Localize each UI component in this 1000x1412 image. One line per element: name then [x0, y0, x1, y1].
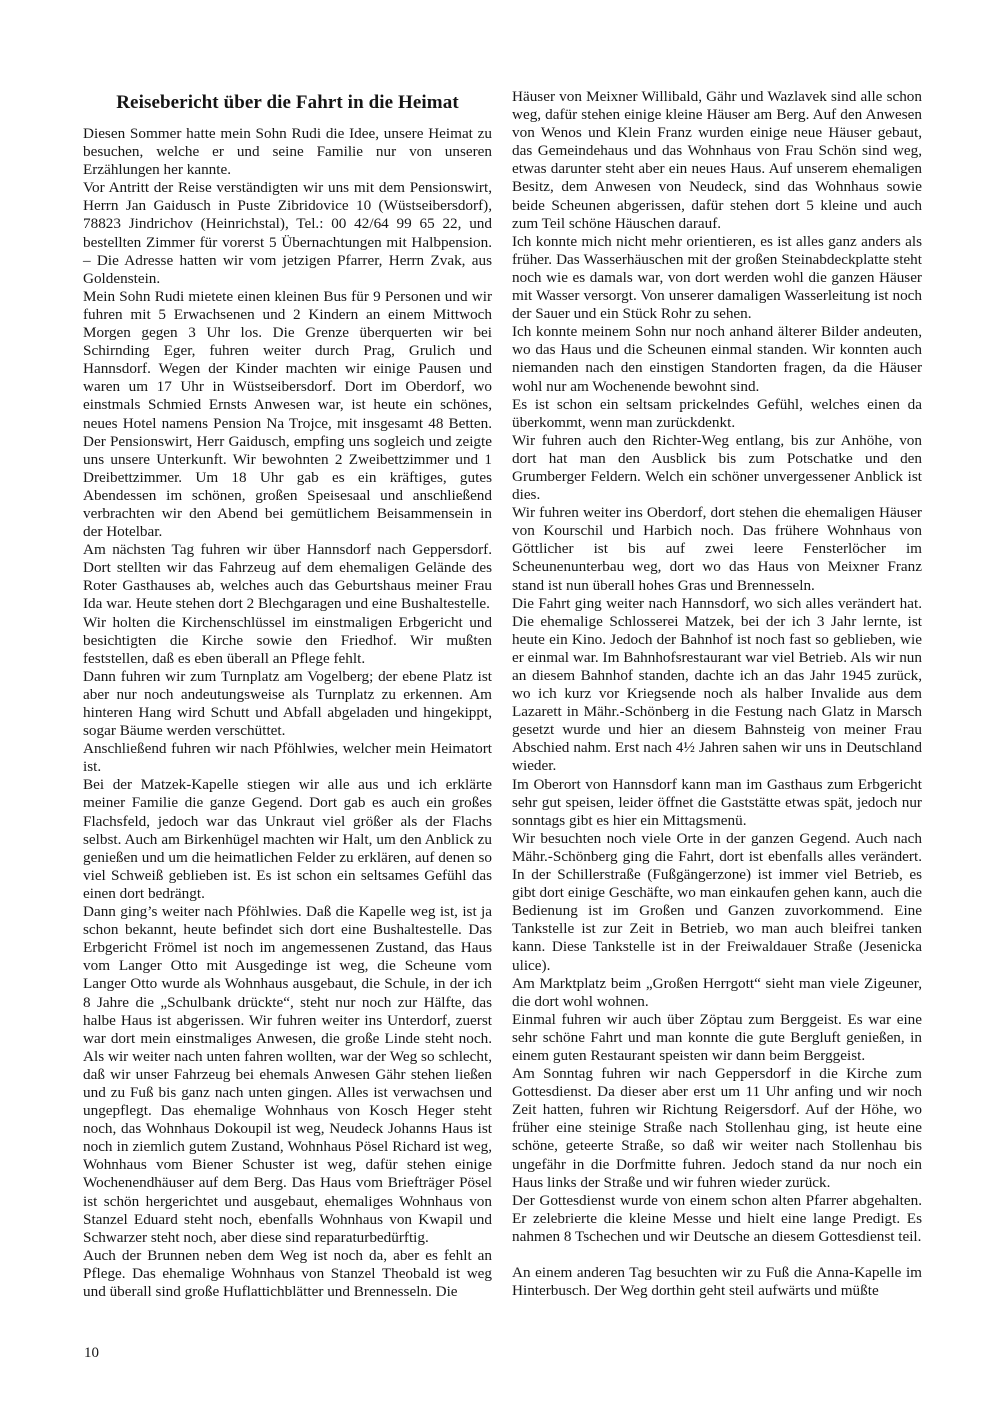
paragraph: Mein Sohn Rudi mietete einen kleinen Bus für 9 Personen und wir fuhren mit 5 Erwachsenen und 2 Kindern an einem Mittwoch Morgen gegen 3 Uhr los. Die Grenze überquerten wir bei Schirnding Eger, fuhren weiter durch Prag, Grulich und Hannsdorf. Wegen der Kinder machten wir einige Pausen und waren um 17 Uhr in Wüstseibersdorf. Dort im Oberdorf, wo einstmals Schmied Ernsts Anwesen war, ist heute ein schönes, neues Hotel namens Pension Na Trojce, mit insgesamt 48 Betten. Der Pensionswirt, Herr Gaidusch, empfing uns sogleich und zeigte uns unsere Unterkunft. Wir bewohnten 2 Zweibettzimmer und 1 Dreibettzimmer. Um 18 Uhr gab es ein kräftiges, gutes Abendessen im schönen, großen Speisesaal und anschließend verbrachten wir den Abend bei gemütlichem Beisammensein in der Hotelbar. [83, 287, 492, 541]
paragraph: Ich konnte meinem Sohn nur noch anhand älterer Bilder andeuten, wo das Haus und die Scheunen einmal standen. Wir konnten auch niemanden nach den einstigen Standorten fragen, da die Häuser wohl nur am Wochenende bewohnt sind. [512, 323, 922, 395]
paragraph: Im Oberort von Hannsdorf kann man im Gasthaus zum Erbgericht sehr gut speisen, leider öffnet die Gaststätte etwas spät, jedoch nur sonntags gibt es hier ein Mittagsmenü. [512, 775, 922, 829]
paragraph: Dann fuhren wir zum Turnplatz am Vogelberg; der ebene Platz ist aber nur noch andeutungsweise als Turnplatz zu erkennen. Am hinteren Hang wird Schutt und Abfall abgeladen und hingekippt, sogar Bäume werden verschüttet. [83, 667, 492, 740]
paragraph: Dann ging’s weiter nach Pföhlwies. Daß die Kapelle weg ist, ist ja schon bekannt, heute befindet sich dort eine Bushaltestelle. Das Erbgericht Frömel ist noch im angemessenen Zustand, das Haus vom Langer Otto mit Ausgedinge ist weg, die Scheune vom Langer Otto wurde als Wohnhaus ausgebaut, die Schule, in der ich 8 Jahre die „Schulbank drückte“, steht nur noch zur Hälfte, das halbe Haus ist abgerissen. Wir fuhren weiter ins Unterdorf, zuerst war dort mein einstmaliges Anwesen, die große Linde steht noch. Als wir weiter nach unten fahren wollten, war der Weg so schlecht, daß wir unser Fahrzeug bei ehemals Anwesen Gähr stehen ließen und zu Fuß bis ganz nach unten gingen. Alles ist verwachsen und ungepflegt. Das ehemalige Wohnhaus von Kosch Heger steht noch, das Wohnhaus Dokoupil ist weg, Neudeck Johanns Haus ist noch in ziemlich gutem Zustand, Wohnhaus Pösel Richard ist weg, Wohnhaus vom Biener Schuster ist weg, dafür stehen einige Wochenendhäuser auf dem Berg. Das Haus vom Briefträger Pösel ist schön hergerichtet und ausgebaut, ehemaliges Wohnhaus von Stanzel Eduard steht noch, ebenfalls Wohnhaus von Kwapil und Schwarzer steht noch, aber diese sind reparaturbedürftig. [83, 903, 492, 1246]
paragraph: Am Marktplatz beim „Großen Herrgott“ sieht man viele Zigeuner, die dort wohl wohnen. [512, 974, 922, 1010]
paragraph: Am Sonntag fuhren wir nach Geppersdorf in die Kirche zum Gottesdienst. Da dieser aber erst um 11 Uhr anfing und wir noch Zeit hatten, fuhren wir Richtung Reigersdorf. Auf der Höhe, wo früher eine steinige Straße nach Stollenhau ging, ist heute eine schöne, geteerte Straße, so daß wir weiter nach Stollenhau bis ungefähr in die Dorfmitte fuhren. Jedoch stand da nur noch ein Haus links der Straße und wir fuhren wieder zurück. [512, 1065, 922, 1191]
paragraph: Am nächsten Tag fuhren wir über Hannsdorf nach Geppersdorf. Dort stellten wir das Fahrzeug auf dem ehemaligen Gelände des Roter Gasthauses ab, welches auch das Geburtshaus meiner Frau Ida war. Heute stehen dort 2 Blechgaragen und eine Bushaltestelle. [83, 541, 492, 613]
paragraph: Wir besuchten noch viele Orte in der ganzen Gegend. Auch nach Mähr.-Schönberg ging die Fahrt, dort ist ebenfalls alles verändert. In der Schillerstraße (Fußgängerzone) ist immer viel Betrieb, es gibt dort einige Geschäfte, wo man einkaufen gehen kann, auch die Bedienung ist im Großen und Ganzen zuvorkommend. Eine Tankstelle ist zur Zeit in Betrieb, wo man auch bleifrei tanken kann. Diese Tankstelle ist in der Freiwaldauer Straße (Jesenicka ulice). [512, 829, 922, 974]
right-column [512, 88, 922, 1300]
paragraph: Der Gottesdienst wurde von einem schon alten Pfarrer abgehalten. Er zelebrierte die kleine Messe und hielt eine lange Predigt. Es nahmen 8 Tschechen und wir Deutsche an diesem Gottesdienst teil. [512, 1191, 922, 1245]
paragraph: Wir holten die Kirchenschlüssel im einstmaligen Erbgericht und besichtigten die Kirche sowie den Friedhof. Wir mußten feststellen, daß es eben überall an Pflege fehlt. [83, 613, 492, 667]
paragraph: Anschließend fuhren wir nach Pföhlwies, welcher mein Heimatort ist. [83, 740, 492, 776]
paragraph: Es ist schon ein seltsam prickelndes Gefühl, welches einen da überkommt, wenn man zurückdenkt. [512, 395, 922, 431]
paragraph: Ich konnte mich nicht mehr orientieren, es ist alles ganz anders als früher. Das Wasserhäuschen mit der großen Steinabdeckplatte steht noch wie es damals war, von dort werden wohl die ganzen Häuser mit Wasser versorgt. Von unserer damaligen Wasserleitung ist noch der Sauer und ein Stück Rohr zu sehen. [512, 232, 922, 323]
paragraph: Einmal fuhren wir auch über Zöptau zum Berggeist. Es war eine sehr schöne Fahrt und man konnte die gute Bergluft genießen, in einem guten Restaurant speisten wir dann beim Berggeist. [512, 1010, 922, 1064]
paragraph: Vor Antritt der Reise verständigten wir uns mit dem Pensionswirt, Herrn Jan Gaidusch in Puste Zibridovice 10 (Wüstseibersdorf), 78823 Jindrichov (Heinrichstal), Tel.: 00 42/64 99 65 22, und bestellten Zimmer für vorerst 5 Übernachtungen mit Halbpension. – Die Adresse hatten wir vom jetzigen Pfarrer, Herrn Zvak, aus Goldenstein. [83, 179, 492, 287]
paragraph: Diesen Sommer hatte mein Sohn Rudi die Idee, unsere Heimat zu besuchen, welche er und seine Familie nur von unseren Erzählungen her kannte. [83, 125, 492, 179]
article-title: Reisebericht über die Fahrt in die Heimat [116, 92, 459, 113]
left-column [83, 88, 492, 1301]
paragraph: Häuser von Meixner Willibald, Gähr und Wazlavek sind alle schon weg, dafür stehen einige kleine Häuser am Berg. Auf den Anwesen von Wenos und Klein Franz wurden einige neue Häuser gebaut, das Gemeindehaus und das Wohnhaus von Frau Schön sind weg, etwas darunter steht aber ein neues Haus. Auf unserem ehemaligen Besitz, dem Anwesen von Neudeck, sind das Wohnhaus sowie beide Scheunen abgerissen, dafür stehen dort 5 kleine und auch zum Teil schöne Häuschen darauf. [512, 88, 922, 232]
paragraph: Bei der Matzek-Kapelle stiegen wir alle aus und ich erklärte meiner Familie die ganze Gegend. Dort gab es auch ein großes Flachsfeld, jedoch war das Unkraut viel größer als der Flachs selbst. Auch am Birkenhügel machten wir Halt, um den Anblick zu genießen und um die heimatlichen Felder zu erklären, auf denen so viel Schweiß geblieben ist. Es ist schon ein seltsames Gefühl das einen dort bedrängt. [83, 776, 492, 902]
paragraph: Wir fuhren auch den Richter-Weg entlang, bis zur Anhöhe, von dort hat man den Ausblick bis zum Potschatke und den Grumberger Feldern. Welch ein schöner unvergessener Anblick ist dies. [512, 431, 922, 504]
paragraph: Auch der Brunnen neben dem Weg ist noch da, aber es fehlt an Pflege. Das ehemalige Wohnhaus von Stanzel Theobald ist weg und überall sind große Huflattichblätter und Brennesseln. Die [83, 1246, 492, 1300]
paragraph: Die Fahrt ging weiter nach Hannsdorf, wo sich alles verändert hat. Die ehemalige Schlosserei Matzek, bei der ich 3 Jahr lernte, ist heute ein Kino. Jedoch der Bahnhof ist noch fast so geblieben, wie er einmal war. Im Bahnhofsrestaurant war viel Betrieb. Als wir nun an diesem Bahnhof standen, dachte ich an das Jahr 1945 zurück, wo ich kurz vor Kriegsende noch als halber Invalide aus dem Lazarett in Mähr.-Schönberg in die Festung nach Glatz in Marsch gesetzt wurde und hier an diesem Bahnsteig von meiner Frau Abschied nahm. Erst nach 4½ Jahren sahen wir uns in Deutschland wieder. [512, 594, 922, 775]
paragraph-gap [512, 1246, 922, 1264]
paragraph: Wir fuhren weiter ins Oberdorf, dort stehen die ehemaligen Häuser von Kourschil und Harbich noch. Das frühere Wohnhaus von Göttlicher ist bis auf zwei leere Fensterlöcher im Scheunenunterbau weg, dort wo das Haus von Meixner Franz stand ist nun überall hohes Gras und Brennesseln. [512, 504, 922, 594]
page-number: 10 [84, 1345, 99, 1361]
paragraph: An einem anderen Tag besuchten wir zu Fuß die Anna-Kapelle im Hinterbusch. Der Weg dorthin geht steil aufwärts und müßte [512, 1264, 922, 1300]
